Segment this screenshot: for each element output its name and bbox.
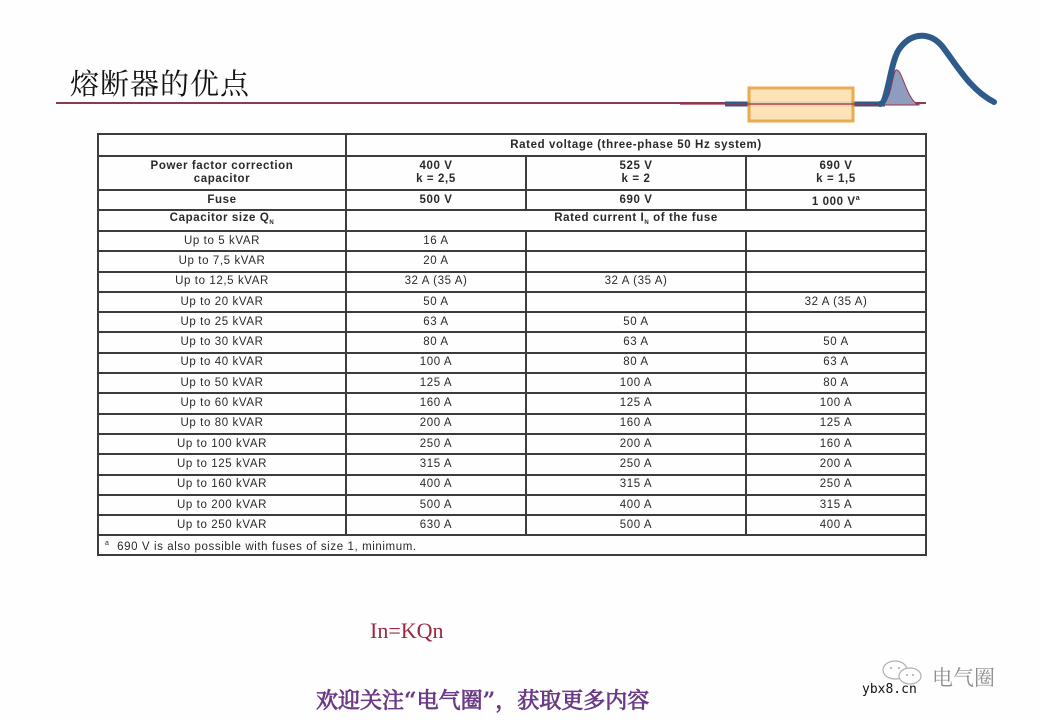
- current-525v-cell: 50 A: [526, 312, 746, 332]
- current-690v-cell: 80 A: [746, 373, 926, 393]
- current-525v-cell: 200 A: [526, 434, 746, 454]
- current-525v-cell: 80 A: [526, 353, 746, 373]
- capacitor-size-cell: Up to 100 kVAR: [98, 434, 346, 454]
- current-400v-cell: 630 A: [346, 515, 526, 535]
- current-400v-cell: 63 A: [346, 312, 526, 332]
- current-400v-cell: 200 A: [346, 414, 526, 434]
- voltage-525-cell: [526, 156, 746, 190]
- fuse-voltage-value: 1 000 V: [811, 195, 856, 208]
- current-400v-cell: 80 A: [346, 332, 526, 352]
- rated-voltage-header: Rated voltage (three-phase 50 Hz system): [346, 134, 926, 156]
- rated-current-text: Rated current I: [554, 211, 645, 224]
- voltage-690-cell: [746, 156, 926, 190]
- current-690v-cell: [746, 272, 926, 292]
- capacitor-size-cell: Up to 5 kVAR: [98, 231, 346, 251]
- current-690v-cell: 200 A: [746, 454, 926, 474]
- current-525v-cell: 100 A: [526, 373, 746, 393]
- table-row: [98, 332, 926, 352]
- table-row: [98, 475, 926, 495]
- capsize-subscript: N: [269, 219, 275, 226]
- pfc-row: [98, 156, 926, 190]
- capacitor-size-cell: Up to 7,5 kVAR: [98, 251, 346, 271]
- current-525v-cell: [526, 251, 746, 271]
- capacitor-size-cell: Up to 30 kVAR: [98, 332, 346, 352]
- current-525v-cell: 63 A: [526, 332, 746, 352]
- fuse-curve-illustration: [680, 20, 1010, 130]
- capacitor-size-cell: Up to 60 kVAR: [98, 393, 346, 413]
- capacitor-size-cell: Up to 25 kVAR: [98, 312, 346, 332]
- k-factor: k = 1,5: [816, 173, 856, 185]
- capacitor-size-cell: Up to 20 kVAR: [98, 292, 346, 312]
- voltage-value: 690 V: [819, 160, 853, 172]
- slide-title: 熔断器的优点: [70, 67, 251, 101]
- fuse-row: [98, 190, 926, 210]
- current-525v-cell: 160 A: [526, 414, 746, 434]
- current-525v-cell: 315 A: [526, 475, 746, 495]
- current-690v-cell: 32 A (35 A): [746, 292, 926, 312]
- table-row: [98, 495, 926, 515]
- current-400v-cell: 100 A: [346, 353, 526, 373]
- current-400v-cell: 16 A: [346, 231, 526, 251]
- capacitor-size-cell: Up to 125 kVAR: [98, 454, 346, 474]
- current-400v-cell: 315 A: [346, 454, 526, 474]
- table-row: [98, 373, 926, 393]
- current-400v-cell: 500 A: [346, 495, 526, 515]
- fuse-voltage-690: [746, 190, 926, 210]
- rated-current-header: [346, 210, 926, 231]
- footnote-cell: [98, 535, 926, 555]
- current-525v-cell: [526, 292, 746, 312]
- capacitor-size-cell: Up to 250 kVAR: [98, 515, 346, 535]
- current-400v-cell: 250 A: [346, 434, 526, 454]
- current-690v-cell: 315 A: [746, 495, 926, 515]
- empty-header-cell: [98, 134, 346, 156]
- current-525v-cell: 250 A: [526, 454, 746, 474]
- footnote-row: [98, 535, 926, 555]
- current-400v-cell: 32 A (35 A): [346, 272, 526, 292]
- footnote-text: 690 V is also possible with fuses of size 1, minimum.: [117, 540, 417, 553]
- table-row: [98, 393, 926, 413]
- k-factor: k = 2: [621, 173, 651, 185]
- capsize-label-text: Capacitor size Q: [169, 211, 270, 224]
- table-row: [98, 434, 926, 454]
- current-690v-cell: [746, 231, 926, 251]
- current-525v-cell: 32 A (35 A): [526, 272, 746, 292]
- current-525v-cell: 400 A: [526, 495, 746, 515]
- footer-banner: 欢迎关注“电气圈”，获取更多内容: [316, 688, 650, 714]
- table-row: [98, 272, 926, 292]
- current-690v-cell: 63 A: [746, 353, 926, 373]
- voltage-400-cell: [346, 156, 526, 190]
- pfc-label-line1: Power factor correction: [150, 160, 294, 172]
- pfc-label-line2: capacitor: [193, 173, 251, 185]
- table-row: [98, 292, 926, 312]
- capacitor-size-cell: Up to 200 kVAR: [98, 495, 346, 515]
- watermark-url: ybx8.cn: [862, 682, 917, 697]
- current-400v-cell: 125 A: [346, 373, 526, 393]
- current-400v-cell: 50 A: [346, 292, 526, 312]
- table-row: [98, 251, 926, 271]
- capacitor-size-cell: Up to 40 kVAR: [98, 353, 346, 373]
- capacitor-size-cell: Up to 80 kVAR: [98, 414, 346, 434]
- table-row: [98, 414, 926, 434]
- footnote-mark: a: [855, 194, 861, 202]
- current-690v-cell: 50 A: [746, 332, 926, 352]
- capsize-header-row: [98, 210, 926, 231]
- current-690v-cell: [746, 251, 926, 271]
- pfc-label: [98, 156, 346, 190]
- current-690v-cell: 160 A: [746, 434, 926, 454]
- current-400v-cell: 160 A: [346, 393, 526, 413]
- current-525v-cell: [526, 231, 746, 251]
- fuse-voltage-525: 690 V: [526, 190, 746, 210]
- current-400v-cell: 400 A: [346, 475, 526, 495]
- capacitor-size-cell: Up to 12,5 kVAR: [98, 272, 346, 292]
- fuse-voltage-400: 500 V: [346, 190, 526, 210]
- fuse-rating-table: [97, 133, 927, 556]
- voltage-value: 525 V: [619, 160, 653, 172]
- current-525v-cell: 125 A: [526, 393, 746, 413]
- table-header-row: [98, 134, 926, 156]
- capsize-label: [98, 210, 346, 231]
- fuse-label: Fuse: [98, 190, 346, 210]
- table-row: [98, 353, 926, 373]
- current-525v-cell: 500 A: [526, 515, 746, 535]
- current-690v-cell: 400 A: [746, 515, 926, 535]
- table-row: [98, 312, 926, 332]
- table-row: [98, 454, 926, 474]
- formula-text: In=KQn: [370, 618, 444, 643]
- watermark-name: 电气圈: [932, 666, 995, 690]
- table-row: [98, 515, 926, 535]
- footnote-mark: a: [105, 539, 110, 547]
- rated-current-subscript: N: [644, 219, 650, 226]
- capacitor-size-cell: Up to 50 kVAR: [98, 373, 346, 393]
- capacitor-size-cell: Up to 160 kVAR: [98, 475, 346, 495]
- current-690v-cell: 250 A: [746, 475, 926, 495]
- rated-current-text-post: of the fuse: [649, 211, 718, 224]
- current-690v-cell: [746, 312, 926, 332]
- current-690v-cell: 125 A: [746, 414, 926, 434]
- k-factor: k = 2,5: [416, 173, 456, 185]
- table-row: [98, 231, 926, 251]
- current-690v-cell: 100 A: [746, 393, 926, 413]
- current-400v-cell: 20 A: [346, 251, 526, 271]
- voltage-value: 400 V: [419, 160, 453, 172]
